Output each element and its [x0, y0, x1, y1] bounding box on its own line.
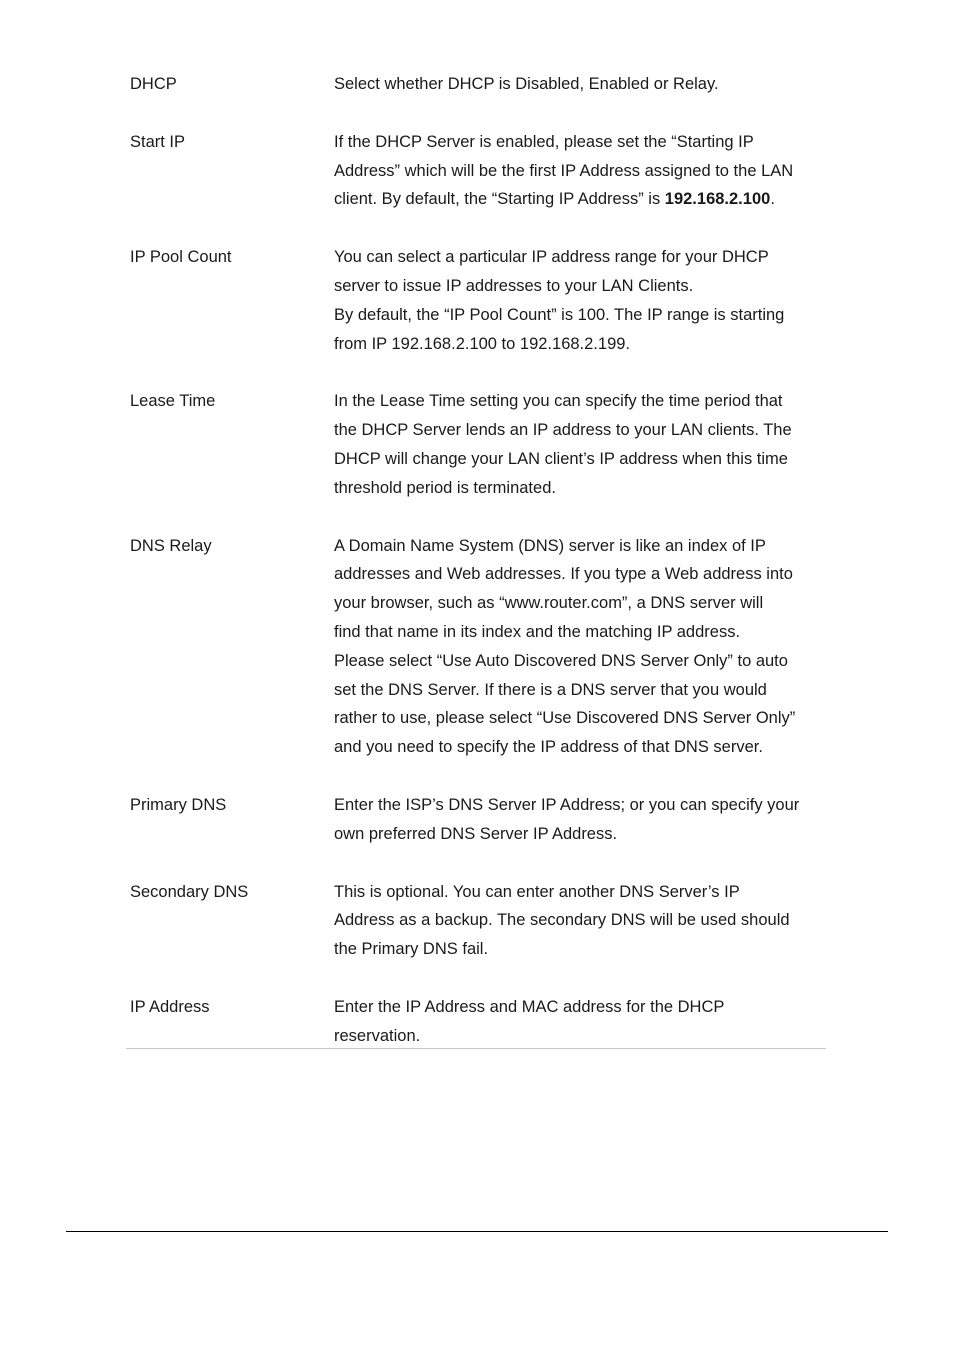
- description-line: threshold period is terminated.: [334, 478, 556, 497]
- definition-row-dns-relay: [130, 532, 826, 762]
- description-line: your browser, such as “www.router.com”, a DNS server will: [334, 594, 764, 613]
- description-line: If the DHCP Server is enabled, please set the “Starting IP: [334, 132, 754, 151]
- description-line: Enter the IP Address and MAC address for the DHCP: [334, 997, 725, 1016]
- term-description: [334, 243, 826, 358]
- description-line: Address” which will be the first IP Address assigned to the LAN: [334, 161, 794, 180]
- description-line: By default, the “IP Pool Count” is 100. The IP range is starting: [334, 305, 785, 324]
- term-description: [334, 387, 826, 502]
- description-line: DHCP will change your LAN client’s IP address when this time: [334, 449, 788, 468]
- description-line: the Primary DNS fail.: [334, 940, 489, 959]
- description-line: find that name in its index and the matching IP address.: [334, 622, 741, 641]
- description-line: A Domain Name System (DNS) server is like an index of IP: [334, 536, 766, 555]
- description-line: addresses and Web addresses. If you type a Web address into: [334, 565, 793, 584]
- description-line: from IP 192.168.2.100 to 192.168.2.199.: [334, 334, 631, 353]
- description-line: You can select a particular IP address range for your DHCP: [334, 248, 769, 267]
- term-label: IP Address: [130, 997, 210, 1016]
- description-line: Please select “Use Auto Discovered DNS Server Only” to auto: [334, 651, 788, 670]
- default-ip-value: 192.168.2.100: [664, 190, 771, 209]
- definition-row-dhcp: [130, 70, 826, 99]
- description-text: .: [770, 190, 775, 209]
- description-line: [334, 185, 826, 214]
- description-line: own preferred DNS Server IP Address.: [334, 824, 618, 843]
- description-line: In the Lease Time setting you can specify the time period that: [334, 392, 783, 411]
- definition-row-primary-dns: [130, 791, 826, 849]
- definition-row-ip-pool-count: [130, 243, 826, 358]
- table-bottom-divider: [126, 1048, 826, 1049]
- definition-row-ip-address: [130, 993, 826, 1051]
- description-line: rather to use, please select “Use Discovered DNS Server Only”: [334, 709, 796, 728]
- description-line: Address as a backup. The secondary DNS will be used should: [334, 911, 790, 930]
- definition-row-secondary-dns: [130, 878, 826, 964]
- term-label: DNS Relay: [130, 536, 212, 555]
- term-label: Primary DNS: [130, 795, 227, 814]
- description-line: and you need to specify the IP address of that DNS server.: [334, 738, 763, 757]
- description-line: This is optional. You can enter another DNS Server’s IP: [334, 882, 740, 901]
- term-description: [334, 128, 826, 214]
- term-label: Start IP: [130, 132, 186, 151]
- definition-row-lease-time: [130, 387, 826, 502]
- term-description: [334, 878, 826, 964]
- term-label: DHCP: [130, 75, 177, 93]
- term-description: [334, 791, 826, 849]
- description-line: Select whether DHCP is Disabled, Enabled or Relay.: [334, 75, 719, 93]
- description-line: server to issue IP addresses to your LAN Clients.: [334, 276, 694, 295]
- term-label: Secondary DNS: [130, 882, 249, 901]
- description-text: client. By default, the “Starting IP Address” is: [334, 190, 665, 209]
- term-description: [334, 532, 826, 762]
- term-label: Lease Time: [130, 392, 216, 411]
- term-description: [334, 70, 826, 99]
- footer-divider: [66, 1231, 888, 1232]
- term-description: [334, 993, 826, 1051]
- description-line: Enter the ISP’s DNS Server IP Address; or you can specify your: [334, 795, 800, 814]
- description-line: the DHCP Server lends an IP address to your LAN clients. The: [334, 421, 792, 440]
- term-label: IP Pool Count: [130, 248, 232, 267]
- definition-table: [130, 70, 826, 1080]
- definition-row-start-ip: [130, 128, 826, 214]
- description-line: set the DNS Server. If there is a DNS server that you would: [334, 680, 767, 699]
- description-line: reservation.: [334, 1026, 421, 1045]
